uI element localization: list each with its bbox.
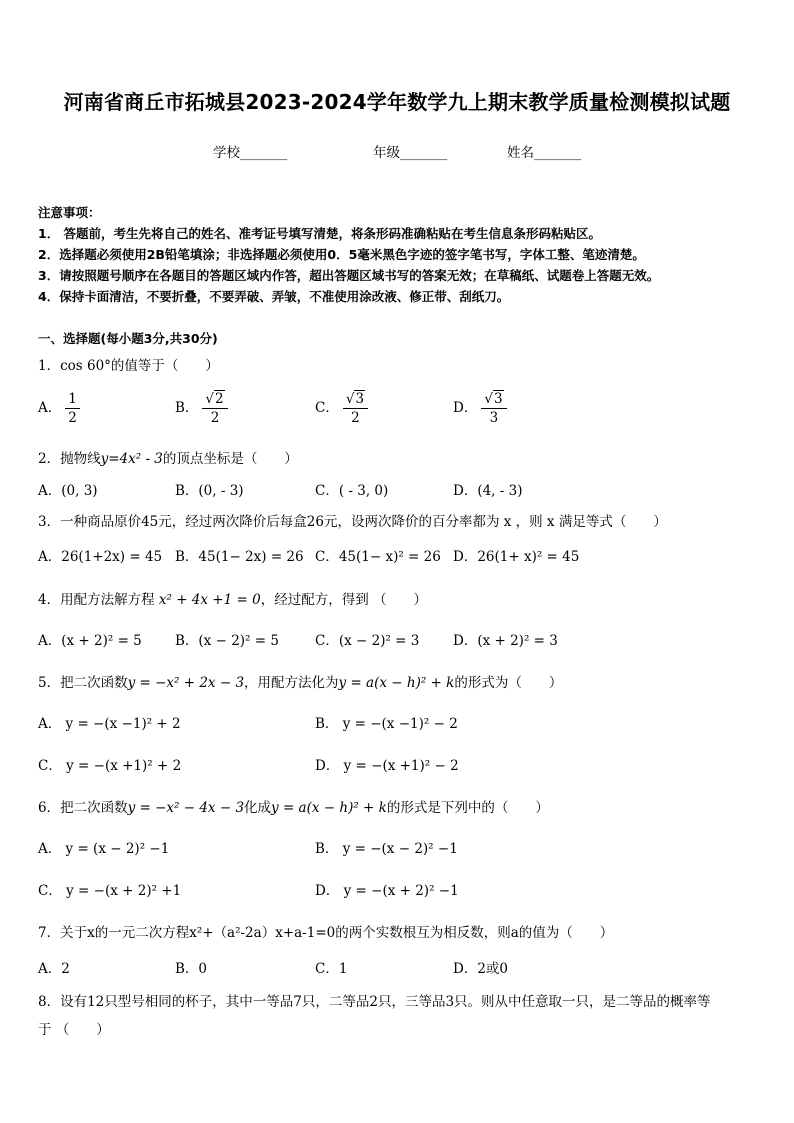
page-title: 河南省商丘市拓城县2023-2024学年数学九上期末教学质量检测模拟试题 bbox=[63, 90, 731, 114]
q4-option-b: B．(x − 2)² = 5 bbox=[175, 633, 279, 649]
q1-option-b: B． $\frac{√2}{2}$ bbox=[175, 390, 228, 427]
q5-option-b: B． y = −(x −1)² − 2 bbox=[315, 716, 458, 732]
q2-option-b: B．(0, - 3) bbox=[175, 483, 244, 499]
question-8-stem-line2: 于 （ ） bbox=[38, 1022, 110, 1038]
q1-option-c: C． $\frac{√3}{2}$ bbox=[315, 390, 368, 427]
notice-heading: 注意事项： bbox=[38, 205, 101, 220]
question-1-stem: 1．cos 60°的值等于（ ） bbox=[38, 358, 219, 374]
question-2-stem: 2．抛物线y=4x² - 3的顶点坐标是（ ） bbox=[38, 451, 298, 467]
q7-option-a: A．2 bbox=[38, 961, 70, 977]
q4-option-c: C．(x − 2)² = 3 bbox=[315, 633, 420, 649]
school-field: 学校_______ bbox=[213, 145, 288, 161]
q1-option-d: D． $\frac{√3}{3}$ bbox=[453, 390, 507, 427]
q2-option-d: D．(4, - 3) bbox=[453, 483, 523, 499]
notice-item: 2．选择题必须使用2B铅笔填涂；非选择题必须使用0．5毫米黑色字迹的签字笔书写，字体工整、笔迹清楚。 bbox=[38, 247, 645, 262]
question-7-stem: 7．关于x的一元二次方程x²+（a²-2a）x+a-1=0的两个实数根互为相反数，则a的值为（ ） bbox=[38, 925, 614, 941]
q6-option-c: C． y = −(x + 2)² +1 bbox=[38, 883, 182, 899]
q2-option-c: C．( - 3, 0) bbox=[315, 483, 389, 499]
q3-option-a: A．26(1+2x) = 45 bbox=[38, 549, 163, 565]
q3-option-c: C．45(1− x)² = 26 bbox=[315, 549, 441, 565]
notice-item: 3．请按照题号顺序在各题目的答题区域内作答，超出答题区域书写的答案无效；在草稿纸、试题卷上答题无效。 bbox=[38, 268, 660, 283]
q2-option-a: A．(0, 3) bbox=[38, 483, 98, 499]
q3-option-d: D．26(1+ x)² = 45 bbox=[453, 549, 580, 565]
q1-option-a: A． $\frac{1}{2}$ bbox=[38, 390, 80, 427]
q5-option-d: D． y = −(x +1)² − 2 bbox=[315, 758, 459, 774]
q6-option-d: D． y = −(x + 2)² −1 bbox=[315, 883, 459, 899]
q3-option-b: B．45(1− 2x) = 26 bbox=[175, 549, 304, 565]
notice-item: 1． 答题前，考生先将自己的姓名、准考证号填写清楚，将条形码准确粘贴在考生信息条形码粘贴区。 bbox=[38, 226, 602, 241]
section-heading: 一、选择题(每小题3分,共30分) bbox=[38, 331, 218, 346]
q6-option-b: B． y = −(x − 2)² −1 bbox=[315, 841, 458, 857]
q5-option-a: A． y = −(x −1)² + 2 bbox=[38, 716, 181, 732]
q6-option-a: A． y = (x − 2)² −1 bbox=[38, 841, 170, 857]
name-field: 姓名_______ bbox=[507, 145, 582, 161]
question-4-stem: 4．用配方法解方程 x² + 4x +1 = 0，经过配方，得到 （ ） bbox=[38, 592, 427, 608]
q4-option-a: A．(x + 2)² = 5 bbox=[38, 633, 142, 649]
q7-option-b: B．0 bbox=[175, 961, 208, 977]
notice-item: 4．保持卡面清洁，不要折叠，不要弄破、弄皱，不准使用涂改液、修正带、刮纸刀。 bbox=[38, 289, 510, 304]
grade-field: 年级_______ bbox=[373, 145, 448, 161]
question-5-stem: 5．把二次函数y = −x² + 2x − 3，用配方法化为y = a(x − h)² + k的形式为（ ） bbox=[38, 675, 563, 691]
q7-option-d: D．2或0 bbox=[453, 961, 509, 977]
q7-option-c: C．1 bbox=[315, 961, 348, 977]
q5-option-c: C． y = −(x +1)² + 2 bbox=[38, 758, 182, 774]
question-6-stem: 6．把二次函数y = −x² − 4x − 3化成y = a(x − h)² + k的形式是下列中的（ ） bbox=[38, 800, 549, 816]
q4-option-d: D．(x + 2)² = 3 bbox=[453, 633, 558, 649]
question-3-stem: 3．一种商品原价45元，经过两次降价后每盒26元，设两次降价的百分率都为 x ，则 x 满足等式（ ） bbox=[38, 514, 667, 530]
question-8-stem-line1: 8．设有12只型号相同的杯子，其中一等品7只，二等品2只，三等品3只。则从中任意取一只，是二等品的概率等 bbox=[38, 994, 711, 1010]
